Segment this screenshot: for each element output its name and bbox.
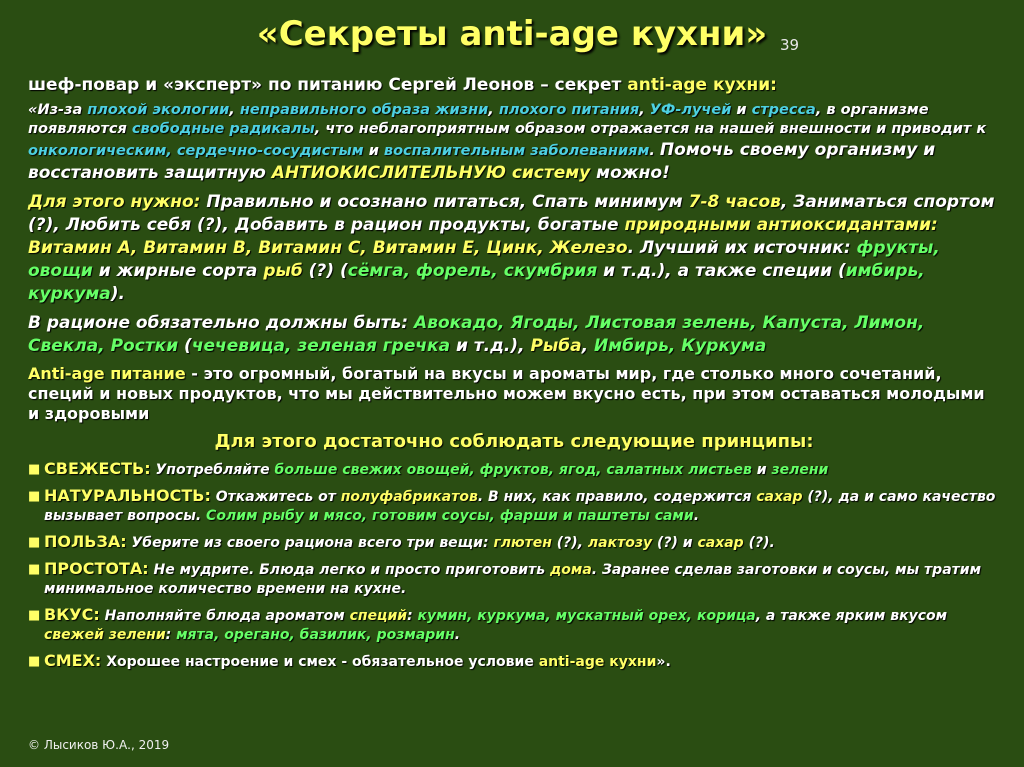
- ration-run: ,: [581, 336, 595, 356]
- intro-line: [28, 74, 1000, 97]
- need-run: сёмга, форель, скумбрия: [347, 261, 598, 281]
- quote-run: неправильного образа жизни: [239, 102, 489, 118]
- principle-run: полуфабрикатов: [340, 489, 478, 505]
- principle-run: Уберите из своего рациона всего три вещи:: [126, 535, 494, 551]
- footer-copyright: © Лысиков Ю.А., 2019: [28, 738, 170, 752]
- quote-run: ,: [229, 102, 240, 118]
- quote-run: ,: [488, 102, 499, 118]
- antiage-paragraph: [28, 364, 1000, 424]
- need-run: и жирные сорта: [92, 261, 264, 281]
- need-paragraph: [28, 191, 1000, 306]
- principle-run: (?).: [743, 535, 775, 551]
- quote-run: плохого питания: [498, 102, 640, 118]
- principle-item: [28, 459, 1000, 480]
- quote-run: .: [649, 143, 660, 159]
- principle-run: мята, орегано, базилик, розмарин: [176, 627, 455, 643]
- quote-run: , в организме появляются: [28, 102, 929, 137]
- principle-run: . В них, как правило, содержится: [477, 489, 757, 505]
- bullet-icon: ■: [28, 535, 41, 550]
- quote-run: и: [731, 102, 752, 118]
- principle-label: ПОЛЬЗА:: [44, 532, 127, 551]
- principles-heading: Для этого достаточно соблюдать следующие принципы:: [214, 431, 814, 452]
- quote-run: онкологическим, сердечно-сосудистым: [28, 143, 364, 159]
- quote-run: плохой экологии: [87, 102, 230, 118]
- principle-run: anti-age кухни: [538, 654, 657, 670]
- quote-run: свободные радикалы: [131, 121, 315, 137]
- principle-run: . Заранее сделав заготовки и соусы, мы тратим минимальное количество времени на кухне.: [44, 562, 982, 597]
- principle-run: Употребляйте: [150, 462, 275, 478]
- need-run: 7-8 часов: [688, 192, 781, 212]
- need-run: природными антиоксидантами:: [624, 215, 938, 235]
- ration-run: Авокадо, Ягоды, Листовая зелень, Капуста, Лимон, Свекла, Ростки: [28, 313, 925, 356]
- quote-run: ,: [639, 102, 650, 118]
- principle-run: (?),: [551, 535, 588, 551]
- principle-run: ».: [656, 654, 671, 670]
- quote-run: и: [363, 143, 384, 159]
- ration-run: (: [178, 336, 192, 356]
- need-run: , Заниматься спортом (?), Любить себя (?), Добавить в рацион продукты, богатые: [28, 192, 995, 235]
- principle-run: Хорошее настроение и смех - обязательное условие: [101, 654, 539, 670]
- slide-content: [28, 74, 1000, 672]
- need-run: . Лучший их источник:: [627, 238, 857, 258]
- quote-run: стресса: [751, 102, 816, 118]
- principle-run: дома: [549, 562, 592, 578]
- antiage-run: Anti-age питание: [28, 364, 186, 383]
- quote-end-run: можно!: [590, 163, 670, 183]
- quote-run: УФ-лучей: [649, 102, 732, 118]
- need-run: рыб: [263, 261, 303, 281]
- principle-run: сахар: [756, 489, 803, 505]
- bullet-icon: ■: [28, 462, 41, 477]
- principle-run: кумин, куркума, мускатный орех, корица: [417, 608, 756, 624]
- principle-label: СМЕХ:: [44, 651, 102, 670]
- principle-item: [28, 559, 1000, 599]
- principle-run: лактозу: [587, 535, 653, 551]
- principle-run: глютен: [493, 535, 552, 551]
- bullet-icon: ■: [28, 489, 41, 504]
- bullet-icon: ■: [28, 562, 41, 577]
- need-run: Витамин А, Витамин В, Витамин С, Витамин Е, Цинк, Железо: [28, 238, 628, 258]
- need-run: Правильно и осознано питаться, Спать минимум: [200, 192, 689, 212]
- need-run: (?) (: [302, 261, 348, 281]
- quote-end-run: АНТИОКИСЛИТЕЛЬНУЮ систему: [271, 163, 591, 183]
- ration-run: и т.д.),: [450, 336, 531, 356]
- intro-run: шеф-повар и «эксперт» по питанию Сергей Леонов – секрет: [28, 75, 628, 95]
- ration-run: чечевица, зеленая гречка: [191, 336, 451, 356]
- principle-run: специй: [349, 608, 408, 624]
- principle-item: [28, 651, 1000, 672]
- principles-list: [28, 459, 1000, 672]
- slide-title: «Секреты anti-age кухни»: [256, 14, 768, 54]
- principle-item: [28, 532, 1000, 553]
- principle-run: , а также ярким вкусом: [755, 608, 948, 624]
- principle-run: больше свежих овощей, фруктов, ягод, салатных листьев: [274, 462, 752, 478]
- principle-text: [44, 651, 1000, 672]
- antiage-run: - это огромный, богатый на вкусы и ароматы мир, где столько много сочетаний, специй и новых продуктов, что мы действительно можем вкусно есть, при этом оставаться молодыми и здоровыми: [28, 364, 985, 423]
- principle-run: Не мудрите. Блюда легко и просто приготовить: [148, 562, 550, 578]
- principle-run: сахар: [697, 535, 744, 551]
- need-run: фрукты, овощи: [28, 238, 940, 281]
- principle-label: ПРОСТОТА:: [44, 559, 149, 578]
- principle-run: свежей зелени: [44, 627, 166, 643]
- bullet-icon: ■: [28, 654, 41, 669]
- quote-run: воспалительным заболеваниям: [383, 143, 650, 159]
- principle-run: Наполняйте блюда ароматом: [99, 608, 350, 624]
- quote-paragraph: [28, 101, 1000, 185]
- need-run: и т.д.), а также специи (: [597, 261, 846, 281]
- intro-run: anti-age кухни:: [627, 75, 777, 95]
- principle-text: [44, 559, 1000, 599]
- antiage-text: [28, 364, 985, 423]
- principle-run: .: [693, 508, 700, 524]
- principle-text: [44, 605, 1000, 645]
- page-number: 39: [780, 36, 800, 54]
- principle-label: ВКУС:: [44, 605, 100, 624]
- principle-run: и: [751, 462, 772, 478]
- principle-run: зелени: [771, 462, 829, 478]
- quote-end-run: Помочь своему организму и восстановить защитную: [28, 140, 936, 183]
- need-run: ).: [110, 284, 126, 304]
- quote-run: Из-за: [37, 102, 88, 118]
- quote-run: , что неблагоприятным образом отражается на нашей внешности и приводит к: [314, 121, 987, 137]
- principle-text: [44, 532, 1000, 553]
- bullet-icon: ■: [28, 608, 41, 623]
- ration-run: Рыба: [530, 336, 582, 356]
- principle-run: (?), да и само качество вызывает вопросы.: [44, 489, 996, 524]
- principle-label: СВЕЖЕСТЬ:: [44, 459, 151, 478]
- principle-run: Солим рыбу и мясо, готовим соусы, фарши и паштеты сами: [206, 508, 694, 524]
- principle-item: [28, 486, 1000, 526]
- principle-run: :: [407, 608, 418, 624]
- principle-run: (?) и: [652, 535, 698, 551]
- need-run: Для этого нужно:: [28, 192, 201, 212]
- principle-item: [28, 605, 1000, 645]
- ration-run: В рационе обязательно должны быть:: [28, 313, 415, 333]
- ration-paragraph: [28, 312, 1000, 358]
- principle-run: .: [454, 627, 461, 643]
- principle-run: :: [165, 627, 177, 643]
- principle-text: [44, 459, 1000, 480]
- principle-run: Откажитесь от: [210, 489, 341, 505]
- quote-run: «: [28, 102, 38, 118]
- need-run: имбирь, куркума: [28, 261, 925, 304]
- principle-text: [44, 486, 1000, 526]
- principle-label: НАТУРАЛЬНОСТЬ:: [44, 486, 211, 505]
- ration-run: Имбирь, Куркума: [594, 336, 767, 356]
